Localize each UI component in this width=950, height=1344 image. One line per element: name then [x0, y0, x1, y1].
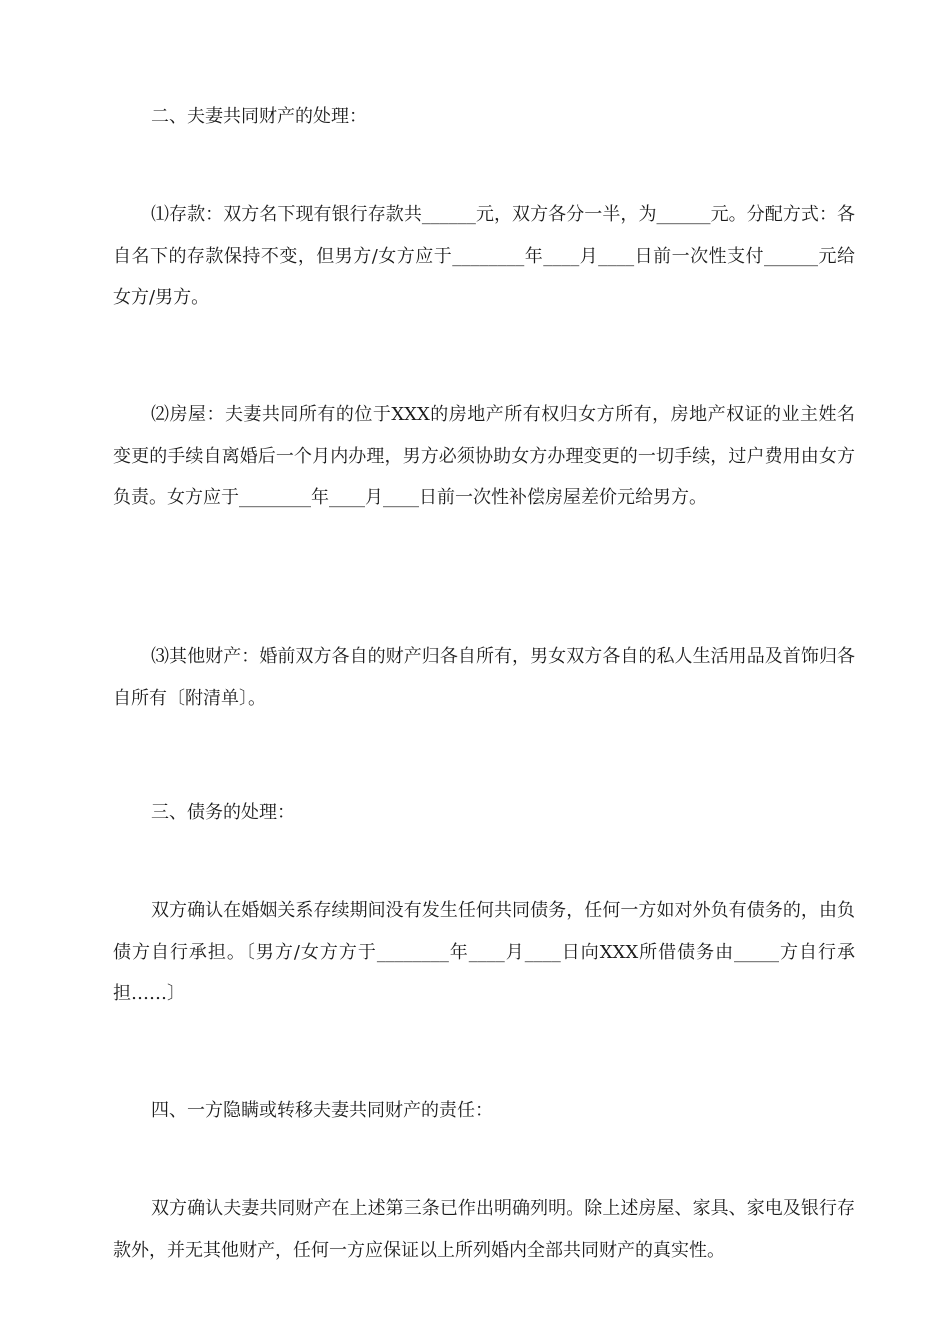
paragraph-concealment: 双方确认夫妻共同财产在上述第三条已作出明确列明。除上述房屋、家具、家电及银行存款外，并无其他财产，任何一方应保证以上所列婚内全部共同财产的真实性。 — [113, 1198, 855, 1261]
paragraph-house: ⑵房屋：夫妻共同所有的位于XXX的房地产所有权归女方所有，房地产权证的业主姓名变更的手续自离婚后一个月内办理，男方必须协助女方办理变更的一切手续，过户费用由女方负责。女方应于________年____月____日前一次性补偿房屋差价元给男方。 — [113, 404, 855, 508]
section-heading-debts: 三、债务的处理： — [151, 802, 295, 823]
section-heading-concealment: 四、一方隐瞒或转移夫妻共同财产的责任： — [151, 1100, 493, 1121]
paragraph-other-property: ⑶其他财产：婚前双方各自的财产归各自所有，男女双方各自的私人生活用品及首饰归各自所有〔附清单〕。 — [113, 646, 855, 709]
section-heading-property: 二、夫妻共同财产的处理： — [151, 106, 367, 127]
paragraph-deposits: ⑴存款：双方名下现有银行存款共______元，双方各分一半，为______元。分配方式：各自名下的存款保持不变，但男方/女方应于________年____月____日前一次性支付______元给女方/男方。 — [113, 204, 855, 308]
paragraph-debts: 双方确认在婚姻关系存续期间没有发生任何共同债务，任何一方如对外负有债务的，由负债方自行承担。〔男方/女方方于________年____月____日向XXX所借债务由_____方自行承担……〕 — [113, 900, 855, 1004]
